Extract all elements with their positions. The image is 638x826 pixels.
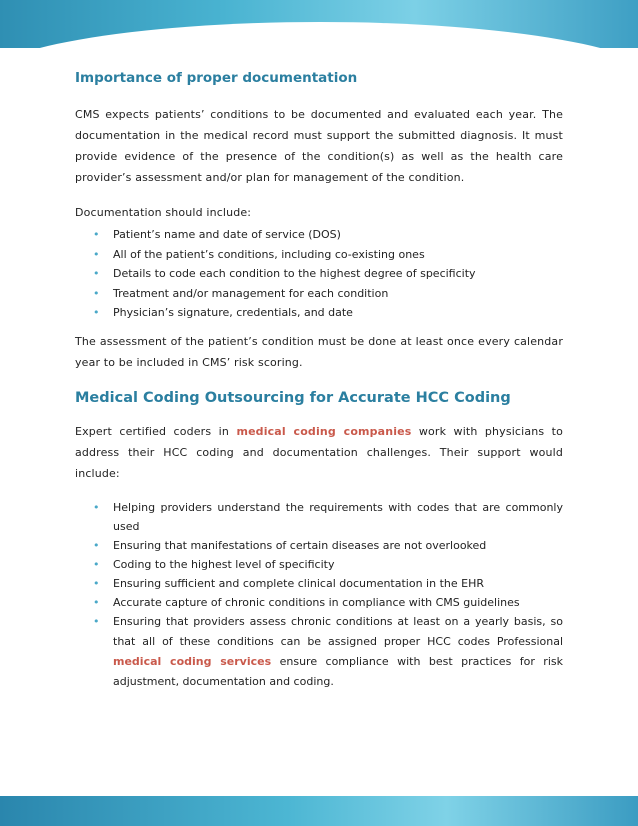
list-item: • Helping providers understand the requirements with codes that are commonly used <box>75 498 563 536</box>
bullet-icon: • <box>93 576 100 590</box>
list-item: • Patient’s name and date of service (DOS) <box>75 225 563 245</box>
bullet-icon: • <box>93 306 100 319</box>
cms-paragraph: CMS expects patients’ conditions to be documented and evaluated each year. The documentation in the medical record must support the submitted diagnosis. It must provide evidence of the presence of the condition(s) as well as the health care provider’s assessment and/or plan for management of the condition. <box>75 108 563 184</box>
bullet-icon: • <box>93 614 100 628</box>
document-body <box>75 68 563 692</box>
list-item: • Ensuring sufficient and complete clinical documentation in the EHR <box>75 574 563 593</box>
bullet-icon: • <box>93 228 100 241</box>
list-item: • Coding to the highest level of specificity <box>75 555 563 574</box>
list-item: • Treatment and/or management for each condition <box>75 284 563 304</box>
list-item: • Physician’s signature, credentials, and date <box>75 303 563 323</box>
bullet-icon: • <box>93 538 100 552</box>
list-item: • Ensuring that manifestations of certain diseases are not overlooked <box>75 536 563 555</box>
medical-coding-companies-link[interactable]: medical coding companies <box>236 424 412 438</box>
footer-band <box>0 796 638 826</box>
list-item: • All of the patient’s conditions, including co-existing ones <box>75 245 563 265</box>
risk-scoring-paragraph: The assessment of the patient’s condition must be done at least once every calendar year to be included in CMS’ risk scoring. <box>75 334 563 369</box>
section-heading-outsourcing: Medical Coding Outsourcing for Accurate HCC Coding <box>75 389 511 406</box>
documentation-list <box>75 225 563 323</box>
list-item: • Accurate capture of chronic conditions in compliance with CMS guidelines <box>75 593 563 612</box>
bullet-icon: • <box>93 286 100 300</box>
bullet-icon: • <box>93 267 100 280</box>
section-heading-documentation: Importance of proper documentation <box>75 70 358 86</box>
documentation-intro: Documentation should include: <box>75 206 252 219</box>
expert-coders-paragraph: Expert certified coders in medical coding companies work with physicians to address their HCC coding and documentation challenges. Their support would include: <box>75 424 563 480</box>
support-list <box>75 498 563 692</box>
bullet-icon: • <box>93 247 100 261</box>
list-item: • Ensuring that providers assess chronic conditions at least on a yearly basis, so that all of these conditions can be assigned proper HCC codes Professional medical coding services ensure compliance with best practices for risk adjustment, documentation and coding. <box>75 612 563 692</box>
bullet-icon: • <box>93 595 100 609</box>
medical-coding-services-link[interactable]: medical coding services <box>113 654 272 668</box>
list-item: • Details to code each condition to the highest degree of specificity <box>75 264 563 284</box>
bullet-icon: • <box>93 557 100 571</box>
bullet-icon: • <box>93 500 100 514</box>
